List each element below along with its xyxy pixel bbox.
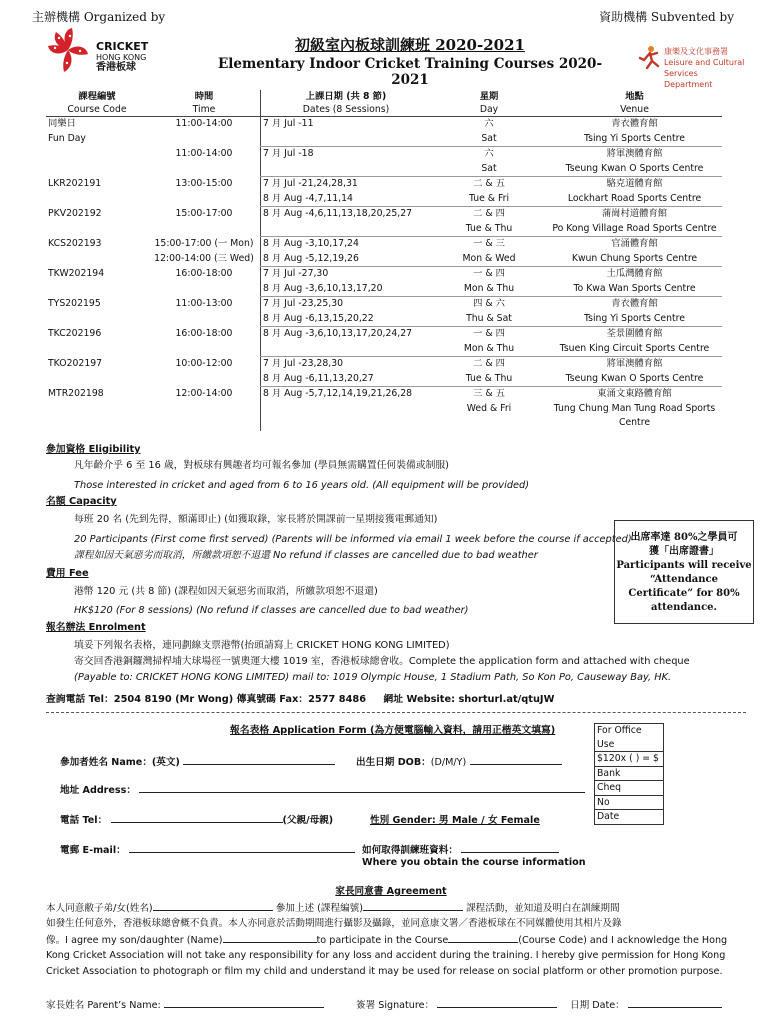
cell-day: Thu & Sat	[431, 312, 547, 327]
fee-zh: 港幣 120 元 (共 8 節) (課程如因天氣惡劣而取消，所繳款項恕不退還)	[74, 586, 378, 597]
cell-code	[46, 162, 148, 177]
fee-en: HK$120 (For 8 sessions) (No refund if classes are cancelled due to bad weather)	[74, 605, 469, 616]
table-row	[46, 237, 722, 252]
capacity-zh: 每班 20 名 (先到先得，額滿即止) (如獲取錄，家長將於開課前一星期接獲電郵通知)	[74, 514, 438, 525]
enrolment-section	[46, 620, 690, 686]
cell-code	[46, 372, 148, 387]
cell-venue: 荃景圍體育館	[606, 328, 663, 339]
header-day-en: Day	[431, 103, 547, 117]
dob-field	[356, 754, 562, 768]
table-row	[46, 117, 722, 132]
agreement-heading: 家長同意書 Agreement	[335, 886, 447, 897]
eligibility-zh: 凡年齡介乎 6 至 16 歲，對板球有興趣者均可報名參加 (學員無需購置任何裝備或制服)	[74, 460, 450, 471]
table-row	[46, 357, 722, 372]
parent-name-field	[46, 997, 324, 1011]
cell-code	[46, 342, 148, 357]
cell-code: PKV202192	[48, 207, 102, 219]
cell-dates: 8 月 Aug -6,13,15,20,22	[261, 312, 432, 327]
cell-venue: Tsuen King Circuit Sports Centre	[547, 342, 722, 357]
header-dates-zh: 上課日期 (共 8 節)	[261, 90, 432, 103]
cell-dates: 8 月 Aug -6,11,13,20,27	[261, 372, 432, 387]
cell-code: TYS202195	[48, 297, 101, 309]
cell-venue: Lockhart Road Sports Centre	[547, 192, 722, 207]
bauhinia-icon	[44, 26, 92, 76]
header-code-en: Course Code	[46, 103, 148, 117]
agreement-text-3a: 像。I agree my son/daughter (Name)	[46, 934, 223, 946]
cell-code	[46, 222, 148, 237]
cell-venue: 駱克道體育館	[606, 178, 663, 189]
enrolment-line-2: 寄交回香港銅鑼灣掃桿埔大球場徑一號奧運大樓 1019 室，香港板球總會收。Complete the application form and attached with cheque	[74, 656, 690, 667]
address-label: 地址 Address：	[60, 785, 136, 796]
cell-day: Wed & Fri	[466, 402, 512, 414]
table-row	[46, 282, 722, 297]
cell-time: 12:00-14:00	[175, 387, 233, 399]
cell-time	[148, 132, 261, 147]
office-use-cheq: Cheq	[595, 781, 664, 796]
office-use-bank: Bank	[595, 766, 664, 781]
table-row	[46, 387, 722, 402]
cell-venue: Kwun Chung Sports Centre	[547, 252, 722, 267]
parent-name-label: 家長姓名 Parent’s Name:	[46, 1000, 161, 1011]
table-row	[46, 297, 722, 312]
table-row	[46, 402, 722, 431]
cell-day: Tue & Thu	[431, 372, 547, 387]
cell-code: KCS202193	[48, 237, 102, 249]
capacity-refund: 課程如因天氣惡劣而取消，所繳款項恕不退還 No refund if classes are cancelled due to bad weather	[74, 550, 538, 561]
cell-dates	[261, 132, 432, 147]
cell-dates: 7 月 Jul -18	[261, 147, 432, 162]
organized-by-label: 主辦機構 Organized by	[32, 10, 166, 24]
cell-day: 一 & 四	[473, 328, 505, 339]
capacity-heading: 名額 Capacity	[46, 496, 117, 507]
cell-day: 二 & 五	[473, 178, 505, 189]
cell-dates	[261, 402, 432, 431]
agreement-line-1	[46, 900, 736, 917]
lcsd-figure-icon	[636, 44, 662, 70]
cell-day: Tue & Thu	[431, 222, 547, 237]
cell-dates	[261, 162, 432, 177]
signature-input[interactable]	[437, 997, 557, 1008]
date-label: 日期 Date：	[570, 1000, 625, 1011]
address-input[interactable]	[139, 782, 585, 793]
cell-day: Mon & Thu	[431, 342, 547, 357]
cell-code	[46, 192, 148, 207]
cell-venue: Tseung Kwan O Sports Centre	[547, 372, 722, 387]
cell-dates: 7 月 Jul -21,24,28,31	[261, 177, 432, 192]
cell-time: 16:00-18:00	[175, 267, 233, 279]
title-en: Elementary Indoor Cricket Training Courses 2020-2021	[217, 56, 603, 88]
title-zh: 初級室內板球訓練班 2020-2021	[295, 36, 525, 54]
dob-input[interactable]	[470, 754, 562, 765]
header-time-zh: 時間	[194, 91, 214, 102]
contact-website-link[interactable]: 網址 Website: shorturl.at/qtuJW	[383, 694, 555, 705]
enrolment-line-3: (Payable to: CRICKET HONG KONG LIMITED) mail to: 1019 Olympic House, 1 Stadium Path, So Kon Po, Causeway Bay, HK.	[74, 672, 672, 683]
cell-time	[148, 402, 261, 431]
email-label: 電郵 E-mail：	[60, 845, 126, 856]
cell-venue: 將軍澳體育館	[606, 148, 663, 159]
cell-time: 11:00-14:00	[175, 118, 233, 129]
cricket-hk-logo	[44, 26, 164, 80]
agreement-text-3c: (Course Code) and I acknowledge the Hong	[518, 934, 728, 946]
header-code-zh: 課程編號	[78, 91, 116, 102]
eligibility-heading: 參加資格 Eligibility	[46, 444, 141, 455]
attendance-zh-2: 獲「出席證書」	[649, 546, 719, 557]
fee-section	[46, 566, 468, 619]
logo-text-2: HONG KONG	[96, 53, 147, 62]
logo-text-1: CRICKET	[96, 40, 149, 53]
dob-format: (D/M/Y)	[430, 757, 467, 768]
header-time-en: Time	[148, 103, 261, 117]
cell-venue: Tseung Kwan O Sports Centre	[547, 162, 722, 177]
tel-input[interactable]	[111, 812, 283, 823]
subvented-by-label: 資助機構 Subvented by	[599, 10, 734, 24]
agreement-line-4: Kong Cricket Association will not take any responsibility for any loss and accident during the training. I hereby give permission for Hong Kong	[46, 950, 726, 961]
signature-field	[356, 997, 557, 1011]
cell-day: 二 & 四	[473, 208, 505, 219]
cell-time	[148, 192, 261, 207]
source-en: Where you obtain the course information	[362, 857, 586, 868]
tel-label: 電話 Tel：	[60, 815, 108, 826]
cell-dates: 7 月 Jul -23,28,30	[261, 357, 432, 372]
email-field	[60, 842, 355, 856]
cell-day: 一 & 三	[473, 238, 505, 249]
enrolment-heading: 報名辦法 Enrolment	[46, 622, 146, 633]
cell-day: 四 & 六	[473, 298, 505, 309]
cell-day: 一 & 四	[473, 268, 505, 279]
header-venue-zh: 地點	[625, 91, 644, 102]
cell-day: 六	[484, 148, 494, 159]
cell-time	[148, 312, 261, 327]
capacity-en: 20 Participants (First come first served) (Parents will be informed via email 1 week before the course if accepted)	[74, 534, 632, 545]
cell-time: 10:00-12:00	[175, 357, 233, 369]
table-row	[46, 162, 722, 177]
cell-dates: 8 月 Aug -3,6,10,13,17,20,24,27	[261, 327, 432, 342]
attendance-en-2: “Attendance	[649, 574, 719, 585]
cell-day: Mon & Thu	[431, 282, 547, 297]
cell-venue: Tsing Yi Sports Centre	[547, 312, 722, 327]
cell-venue: Tsing Yi Sports Centre	[547, 132, 722, 147]
cell-time	[148, 372, 261, 387]
cell-code	[46, 282, 148, 297]
table-row	[46, 177, 722, 192]
agreement-text-1c: 課程活動，並知道及明白在訓練期間	[466, 902, 620, 914]
cell-venue: Po Kong Village Road Sports Centre	[547, 222, 722, 237]
cell-time: 11:00-14:00	[175, 147, 233, 159]
cell-venue: Tung Chung Man Tung Road Sports Centre	[553, 402, 716, 428]
fee-heading: 費用 Fee	[46, 568, 89, 579]
table-row	[46, 132, 722, 147]
cell-code: MTR202198	[48, 387, 104, 399]
tel-field	[60, 812, 333, 826]
signature-label: 簽署 Signature：	[356, 1000, 435, 1011]
table-row	[46, 207, 722, 222]
cell-dates: 8 月 Aug -4,7,11,14	[261, 192, 432, 207]
agree-en-course-input[interactable]	[448, 932, 518, 943]
cell-venue: 將軍澳體育館	[606, 358, 663, 369]
cell-dates	[261, 222, 432, 237]
eligibility-section	[46, 442, 529, 494]
office-use-no: No	[595, 795, 664, 810]
cell-dates	[261, 342, 432, 357]
office-use-amount: $120x ( ) = $	[595, 752, 664, 767]
cell-dates: 7 月 Jul -11	[261, 117, 432, 132]
cell-venue: 東涌文東路體育館	[597, 388, 672, 399]
agreement-section	[46, 884, 736, 979]
header-day-zh: 星期	[479, 91, 499, 102]
cell-dates: 7 月 Jul -23,25,30	[261, 297, 432, 312]
cell-code: Fun Day	[48, 132, 86, 144]
table-row	[46, 192, 722, 207]
cell-venue: 青衣體育館	[611, 298, 658, 309]
cell-time	[148, 222, 261, 237]
cell-code: 同樂日	[48, 118, 76, 129]
cell-venue: 土瓜灣體育館	[606, 268, 663, 279]
agreement-line-3	[46, 932, 736, 949]
gender-field[interactable]: 性別 Gender: 男 Male / 女 Female	[370, 815, 540, 826]
attendance-zh-1: 出席率達 80%之學員可	[630, 532, 738, 543]
cell-time: 15:00-17:00 (一 Mon)	[154, 237, 254, 249]
cell-dates: 7 月 Jul -27,30	[261, 267, 432, 282]
agree-course-code-input[interactable]	[363, 900, 463, 911]
table-row	[46, 312, 722, 327]
agreement-text-3b: to participate in the Course	[316, 934, 449, 946]
table-row	[46, 342, 722, 357]
cell-day: Tue & Fri	[431, 192, 547, 207]
cell-day: 三 & 五	[473, 388, 505, 399]
name-input[interactable]	[183, 754, 335, 765]
course-schedule-table	[46, 90, 722, 431]
name-label: 參加者姓名 Name：(英文)	[60, 757, 180, 768]
cell-time: 15:00-17:00	[175, 207, 233, 219]
cell-venue: 青衣體育館	[611, 118, 658, 129]
source-label: 如何取得訓練班資料：	[362, 845, 458, 856]
cell-dates: 8 月 Aug -5,12,19,26	[261, 252, 432, 267]
agree-child-name-input[interactable]	[153, 900, 273, 911]
enrolment-line-1: 填妥下列報名表格，連同劃線支票港幣(抬頭請寫上 CRICKET HONG KONG LIMITED)	[74, 640, 450, 651]
eligibility-en: Those interested in cricket and aged from 6 to 16 years old. (All equipment will be provided)	[74, 480, 530, 491]
cell-dates: 8 月 Aug -3,10,17,24	[261, 237, 432, 252]
table-row	[46, 252, 722, 267]
cell-venue: 蒲崗村道體育館	[601, 208, 668, 219]
contact-line	[46, 692, 554, 708]
cell-time	[148, 282, 261, 297]
table-row	[46, 147, 722, 162]
parent-name-input[interactable]	[164, 997, 324, 1008]
lcsd-name-zh: 康樂及文化事務署	[664, 47, 728, 56]
cell-code	[46, 252, 148, 267]
source-field	[362, 842, 559, 856]
cell-venue: To Kwa Wan Sports Centre	[547, 282, 722, 297]
cut-line	[46, 712, 746, 713]
cell-code	[46, 312, 148, 327]
table-row	[46, 222, 722, 237]
name-field	[60, 754, 335, 768]
cell-time: 11:00-13:00	[175, 297, 233, 309]
cell-time	[148, 162, 261, 177]
date-field	[570, 997, 722, 1011]
office-use-date: Date	[595, 810, 664, 825]
cell-code	[46, 147, 148, 162]
email-input[interactable]	[129, 842, 355, 853]
application-form-title: 報名表格 Application Form (為方便電腦輸入資料，請用正楷英文填寫)	[230, 725, 556, 736]
attendance-en-4: attendance.	[650, 602, 718, 613]
cell-venue: 官涌體育館	[611, 238, 658, 249]
cell-code: TKW202194	[48, 267, 105, 279]
cell-dates: 8 月 Aug -3,6,10,13,17,20	[261, 282, 432, 297]
office-use-box	[594, 723, 664, 825]
table-row	[46, 267, 722, 282]
dob-label: 出生日期 DOB：	[356, 757, 431, 768]
cell-code: LKR202191	[48, 177, 102, 189]
cell-dates: 8 月 Aug -5,7,12,14,19,21,26,28	[261, 387, 432, 402]
cell-code: TKO202197	[48, 357, 103, 369]
header-venue-en: Venue	[547, 103, 722, 117]
cell-day: 六	[484, 118, 494, 129]
lcsd-name-en-1: Leisure and Cultural	[664, 58, 745, 67]
header-dates-en: Dates (8 Sessions)	[261, 103, 432, 117]
attendance-certificate-box	[614, 520, 754, 624]
cell-day: 二 & 四	[473, 358, 505, 369]
agreement-text-1a: 本人同意敝子弟/女(姓名)	[46, 902, 153, 914]
agreement-line-2: 如發生任何意外，香港板球總會概不負責。本人亦同意於活動期間進行攝影及攝錄，並同意康文署／香港板球在不同媒體使用其相片及錄	[46, 918, 622, 929]
capacity-section	[46, 494, 632, 564]
lcsd-name-en-2: Services Department	[664, 69, 713, 89]
cell-day: Mon & Wed	[431, 252, 547, 267]
date-input[interactable]	[628, 997, 722, 1008]
cell-code: TKC202196	[48, 327, 102, 339]
cell-time: 12:00-14:00 (三 Wed)	[154, 252, 254, 264]
address-field	[60, 782, 585, 796]
logo-text-3: 香港板球	[96, 62, 136, 73]
source-input[interactable]	[461, 842, 559, 853]
cell-code	[46, 402, 148, 431]
tel-suffix: (父親/母親)	[282, 815, 334, 826]
cell-day: Sat	[431, 132, 547, 147]
table-row	[46, 327, 722, 342]
cell-dates: 8 月 Aug -4,6,11,13,18,20,25,27	[261, 207, 432, 222]
agree-en-name-input[interactable]	[223, 932, 317, 943]
agreement-text-1b: 參加上述 (課程編號)	[275, 902, 364, 914]
cell-time	[148, 342, 261, 357]
office-use-title: For Office Use	[595, 724, 664, 752]
attendance-en-3: Certificate” for 80%	[628, 588, 740, 599]
cell-day: Sat	[431, 162, 547, 177]
contact-phone-fax: 查詢電話 Tel：2504 8190 (Mr Wong) 傳真號碼 Fax：2577 8486	[46, 694, 367, 705]
attendance-en-1: Participants will receive	[616, 560, 752, 571]
cell-time: 16:00-18:00	[175, 327, 233, 339]
cell-time: 13:00-15:00	[175, 177, 233, 189]
agreement-line-5: Cricket Association to photograph or film my child and understand it may be used for release on social platform or other promotion purpose.	[46, 965, 723, 977]
table-row	[46, 372, 722, 387]
